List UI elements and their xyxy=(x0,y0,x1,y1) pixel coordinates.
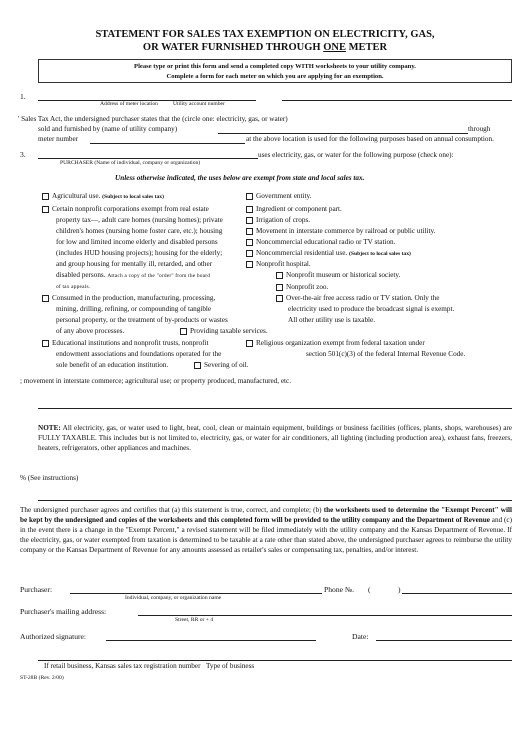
agreement-part-2: and (c) in the event there is a change in the "Exempt Percent," a revised statement will be filed immediately with the utility company and the Kansas Department of Revenue. If the electricity, gas, or water exempted from taxation is determined to be taxable at a rate other than stated above, the undersigned purchaser agrees to reimburse the utility company or the Kansas Department of Revenue for any amounts assessed as retailer's sales or compensating tax, penalties, and/or interest. xyxy=(20,516,513,554)
item-2-line-2: sold and furnished by (name of utility company) xyxy=(38,125,178,133)
label-educational-2: endowment associations and foundations operated for the xyxy=(56,350,222,358)
label-educational-1: Educational institutions and nonprofit trusts, nonprofit xyxy=(52,339,209,347)
checkbox-religious[interactable] xyxy=(246,340,253,347)
check-noncomm-edu[interactable] xyxy=(246,238,395,247)
phone-field[interactable] xyxy=(402,593,512,594)
form-id: ST-28B (Rev. 2/00) xyxy=(20,675,64,681)
label-zoo: Nonprofit zoo. xyxy=(286,283,329,291)
check-nonprofit[interactable] xyxy=(42,205,209,214)
title-line-2-post: METER xyxy=(345,42,388,53)
instructions-box xyxy=(38,59,512,83)
check-museum[interactable] xyxy=(276,271,400,280)
label-nonprofit-5: (includes HUD housing projects); housing for the elderly; xyxy=(56,249,223,257)
label-providing: Providing taxable services. xyxy=(190,327,268,335)
meter-number-field[interactable] xyxy=(90,143,245,144)
item-2-line-3: at the above location is used for the following purposes based on annual consumption. xyxy=(246,135,494,143)
registration-field[interactable] xyxy=(38,660,512,661)
label-educational-2b: section 501(c)(3) of the federal Internal Revenue Code. xyxy=(306,350,466,358)
instructions-line-2: Complete a form for each meter on which you are applying for an exemption. xyxy=(166,73,384,80)
checkbox-nonprofit[interactable] xyxy=(42,206,49,213)
label-interstate: Movement in interstate commerce by railroad or public utility. xyxy=(256,227,436,235)
label-purchaser-name: PURCHASER (Name of individual, company or organization) xyxy=(60,160,201,166)
check-noncomm-res[interactable] xyxy=(246,249,411,258)
checkbox-agricultural[interactable] xyxy=(42,193,49,200)
mailing-label: Purchaser's mailing address: xyxy=(20,607,107,616)
title-line-1: STATEMENT FOR SALES TAX EXEMPTION ON ELECTRICITY, GAS, xyxy=(95,29,435,40)
checkbox-over-the-air[interactable] xyxy=(276,295,283,302)
check-ingredient[interactable] xyxy=(246,205,342,214)
checkbox-museum[interactable] xyxy=(276,272,283,279)
business-type-label: Type of business xyxy=(206,662,255,670)
phone-label: Phone №. xyxy=(324,585,355,594)
label-hospital: Nonprofit hospital. xyxy=(256,260,311,268)
label-over-the-air: Over-the-air free access radio or TV station. Only the xyxy=(286,294,440,302)
checkbox-noncomm-edu[interactable] xyxy=(246,239,253,246)
movement-line: ; movement in interstate commerce; agricultural use; or property produced, manufactured, etc. xyxy=(20,377,292,385)
label-consumed-3: personal property, or the treatment of by-products or wastes xyxy=(56,316,228,324)
label-noncomm-edu: Noncommercial educational radio or TV station. xyxy=(256,238,396,246)
title-one-underlined: ONE xyxy=(323,42,346,53)
check-consumed[interactable] xyxy=(42,294,215,303)
divider xyxy=(38,500,512,501)
purchaser-label: Purchaser: xyxy=(20,585,53,594)
item-2-statement: Sales Tax Act, the undersigned purchaser states that the (circle one: electricity, gas, or water) xyxy=(21,115,288,123)
checkbox-ingredient[interactable] xyxy=(246,206,253,213)
check-hospital[interactable] xyxy=(246,260,311,269)
agreement-bold: the worksheets used to determine the "Exempt Percent" will be kept by the undersigned and copies of the worksheets and this completed form will be provided to the utility company and the Department of Revenue xyxy=(20,506,512,524)
checkbox-hospital[interactable] xyxy=(246,261,253,268)
attach-order-note: Attach a copy of the "order" from the board xyxy=(107,273,211,279)
checkbox-interstate[interactable] xyxy=(246,228,253,235)
label-disabled-persons: disabled persons. xyxy=(56,271,106,279)
label-nonprofit-2: property tax—, adult care homes (nursing homes); private xyxy=(56,216,223,224)
label-tax-appeals: of tax appeals. xyxy=(56,284,91,290)
label-ota-2: electricity used to produce the broadcast signal is exempt. xyxy=(288,305,455,313)
label-nonprofit-1: Certain nonprofit corporations exempt from real estate xyxy=(52,205,209,213)
label-account-number: Utility account number xyxy=(173,101,225,107)
checkbox-zoo[interactable] xyxy=(276,284,283,291)
label-nonprofit-3: children's homes (nursing home foster care, etc.); housing xyxy=(56,227,223,235)
checkbox-irrigation[interactable] xyxy=(246,217,253,224)
instructions-line-1: Please type or print this form and send a completed copy WITH worksheets to your utility company. xyxy=(134,63,416,70)
check-over-the-air[interactable] xyxy=(276,294,439,303)
checkbox-government[interactable] xyxy=(246,193,253,200)
label-noncomm-res: Noncommercial residential use. xyxy=(256,249,348,257)
date-field[interactable] xyxy=(376,640,512,641)
label-severing: Severing of oil. xyxy=(204,361,249,369)
check-religious[interactable] xyxy=(246,339,425,348)
label-consumed-2: mining, drilling, refining, or compounding of tangible xyxy=(56,305,212,313)
label-government: Government entity. xyxy=(256,192,312,200)
note-text: All electricity, gas, or water used to light, heat, cool, clean or maintain equipment, buildings or business facilities (offices, plants, shops, warehouses) are FULLY TAXABLE. This includes but is not limited to, electricity, gas, or water for air conditioners, all lighting (including production area), exhaust fans, freezers, heaters, refrigerators, other appliances and machines. xyxy=(38,424,512,452)
checkbox-severing[interactable] xyxy=(194,362,201,369)
agri-local-tax-note: (Subject to local sales tax) xyxy=(102,194,164,200)
label-irrigation: Irrigation of crops. xyxy=(256,216,311,224)
label-religious: Religious organization exempt from federal taxation under xyxy=(256,339,425,347)
percent-line: % (See instructions) xyxy=(20,474,79,482)
label-agricultural: Agricultural use. xyxy=(52,192,101,200)
agreement-part-1: The undersigned purchaser agrees and certifies that (a) this statement is true, correct, and complete; (b) xyxy=(20,506,324,514)
authorized-label: Authorized signature: xyxy=(20,632,87,641)
label-museum: Nonprofit museum or historical society. xyxy=(286,271,401,279)
check-interstate[interactable] xyxy=(246,227,435,236)
purchaser-name-field[interactable] xyxy=(38,158,258,159)
label-consumed-3b: All other utility use is taxable. xyxy=(288,316,376,324)
label-consumed-4: of any above processes. xyxy=(56,327,125,335)
date-label: Date: xyxy=(352,632,369,641)
exempt-uses-heading: Unless otherwise indicated, the uses below are exempt from state and local sales tax. xyxy=(115,174,365,182)
check-government[interactable] xyxy=(246,192,311,201)
account-number-field[interactable] xyxy=(282,100,512,101)
check-severing[interactable] xyxy=(194,361,249,370)
registration-label: If retail business, Kansas sales tax registration number xyxy=(44,662,201,670)
check-providing[interactable] xyxy=(180,327,268,336)
item-2-meter-label: meter number xyxy=(38,135,79,143)
form-title xyxy=(0,28,530,54)
checkbox-educational[interactable] xyxy=(42,340,49,347)
checkbox-providing[interactable] xyxy=(180,328,187,335)
item-3-text: uses electricity, gas, or water for the following purpose (check one): xyxy=(258,151,454,159)
check-irrigation[interactable] xyxy=(246,216,310,225)
mailing-sub-label: Street, RR or + 4 xyxy=(175,617,214,623)
check-agricultural[interactable] xyxy=(42,192,164,201)
mailing-address-field[interactable] xyxy=(138,615,512,616)
utility-company-field[interactable] xyxy=(218,133,468,134)
check-zoo[interactable] xyxy=(276,283,328,292)
label-nonprofit-7 xyxy=(56,271,210,281)
agreement-paragraph xyxy=(20,505,512,555)
label-educational-3: sole benefit of an education institution. xyxy=(56,361,169,369)
item-1-number: 1. xyxy=(20,92,26,101)
title-line-2-pre: OR WATER FURNISHED THROUGH xyxy=(142,42,324,53)
res-local-tax-note: (Subject to local sales tax) xyxy=(349,251,411,257)
label-ingredient: Ingredient or component part. xyxy=(256,205,342,213)
label-meter-address: Address of meter location xyxy=(100,101,158,107)
item-2-line-1: ' Sales Tax Act, the undersigned purchaser states that the (circle one: electricity, gas, or water) xyxy=(18,115,288,123)
signature-field[interactable] xyxy=(106,640,316,641)
purchaser-field[interactable] xyxy=(70,593,322,594)
purchaser-sub-label: Individual, company, or organization name xyxy=(125,595,222,601)
checkbox-noncomm-res[interactable] xyxy=(246,250,253,257)
checkbox-consumed[interactable] xyxy=(42,295,49,302)
label-nonprofit-6: and group housing for mentally ill, retarded, and other xyxy=(56,260,213,268)
label-consumed-1: Consumed in the production, manufacturing, processing, xyxy=(52,294,216,302)
label-nonprofit-4: for low and limited income elderly and disabled persons xyxy=(56,238,218,246)
phone-paren-open: ( xyxy=(368,585,371,594)
phone-paren-close: ) xyxy=(398,585,401,594)
item-2-through: through xyxy=(468,125,491,133)
note-block xyxy=(38,423,512,453)
note-label: NOTE: xyxy=(38,424,61,432)
explanation-field[interactable] xyxy=(38,408,512,409)
check-educational[interactable] xyxy=(42,339,209,348)
title-line-2 xyxy=(0,41,530,54)
item-3-number: 3. xyxy=(20,150,26,159)
